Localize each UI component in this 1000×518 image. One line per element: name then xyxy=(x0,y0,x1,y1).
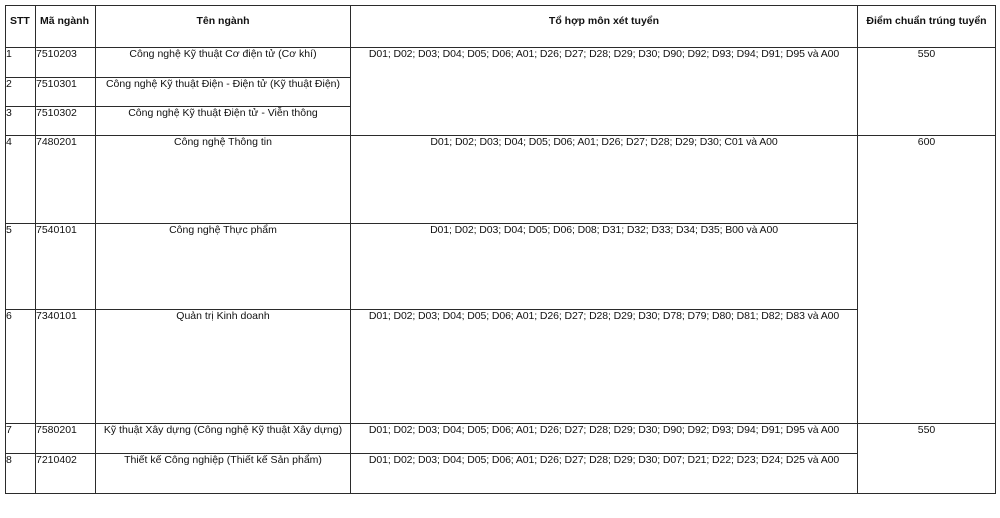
row-stt: 8 xyxy=(6,454,36,494)
row-name: Công nghệ Kỹ thuật Điện tử - Viễn thông xyxy=(96,107,351,136)
row-code: 7510302 xyxy=(36,107,96,136)
row-stt: 1 xyxy=(6,48,36,78)
row-name: Công nghệ Kỹ thuật Cơ điện tử (Cơ khí) xyxy=(96,48,351,78)
row-combos: D01; D02; D03; D04; D05; D06; D08; D31; D32; D33; D34; D35; B00 và A00 xyxy=(351,224,858,310)
table-row xyxy=(6,48,996,78)
table-row xyxy=(6,424,996,454)
row-stt: 6 xyxy=(6,310,36,424)
row-stt: 7 xyxy=(6,424,36,454)
header-combos: Tổ hợp môn xét tuyển xyxy=(351,6,858,48)
table-row xyxy=(6,310,996,424)
header-score: Điểm chuẩn trúng tuyển xyxy=(858,6,996,48)
row-stt: 3 xyxy=(6,107,36,136)
row-combos: D01; D02; D03; D04; D05; D06; A01; D26; D27; D28; D29; D30; D07; D21; D22; D23; D24; D25 và A00 xyxy=(351,454,858,494)
header-name: Tên ngành xyxy=(96,6,351,48)
score-cell: 600 xyxy=(858,136,996,424)
row-code: 7480201 xyxy=(36,136,96,224)
row-code: 7580201 xyxy=(36,424,96,454)
row-code: 7510203 xyxy=(36,48,96,78)
header-code: Mã ngành xyxy=(36,6,96,48)
score-cell: 550 xyxy=(858,48,996,136)
row-stt: 4 xyxy=(6,136,36,224)
row-code: 7510301 xyxy=(36,78,96,107)
header-stt: STT xyxy=(6,6,36,48)
row-name: Công nghệ Thực phẩm xyxy=(96,224,351,310)
row-code: 7340101 xyxy=(36,310,96,424)
row-stt: 5 xyxy=(6,224,36,310)
row-name: Kỹ thuật Xây dựng (Công nghệ Kỹ thuật Xây dựng) xyxy=(96,424,351,454)
table-row xyxy=(6,454,996,494)
row-name: Công nghệ Kỹ thuật Điện - Điện tử (Kỹ thuật Điện) xyxy=(96,78,351,107)
row-name: Công nghệ Thông tin xyxy=(96,136,351,224)
row-code: 7210402 xyxy=(36,454,96,494)
row-code: 7540101 xyxy=(36,224,96,310)
header-row xyxy=(6,6,996,48)
row-combos: D01; D02; D03; D04; D05; D06; A01; D26; D27; D28; D29; D30; D78; D79; D80; D81; D82; D83 và A00 xyxy=(351,310,858,424)
row-combos: D01; D02; D03; D04; D05; D06; A01; D26; D27; D28; D29; D30; D90; D92; D93; D94; D91; D95 và A00 xyxy=(351,48,858,136)
table-row xyxy=(6,224,996,310)
row-combos: D01; D02; D03; D04; D05; D06; A01; D26; D27; D28; D29; D30; C01 và A00 xyxy=(351,136,858,224)
table-row xyxy=(6,136,996,224)
row-stt: 2 xyxy=(6,78,36,107)
admission-scores-table xyxy=(5,5,996,494)
score-cell: 550 xyxy=(858,424,996,494)
row-combos: D01; D02; D03; D04; D05; D06; A01; D26; D27; D28; D29; D30; D90; D92; D93; D94; D91; D95 và A00 xyxy=(351,424,858,454)
row-name: Thiết kế Công nghiệp (Thiết kế Sản phẩm) xyxy=(96,454,351,494)
row-name: Quản trị Kinh doanh xyxy=(96,310,351,424)
